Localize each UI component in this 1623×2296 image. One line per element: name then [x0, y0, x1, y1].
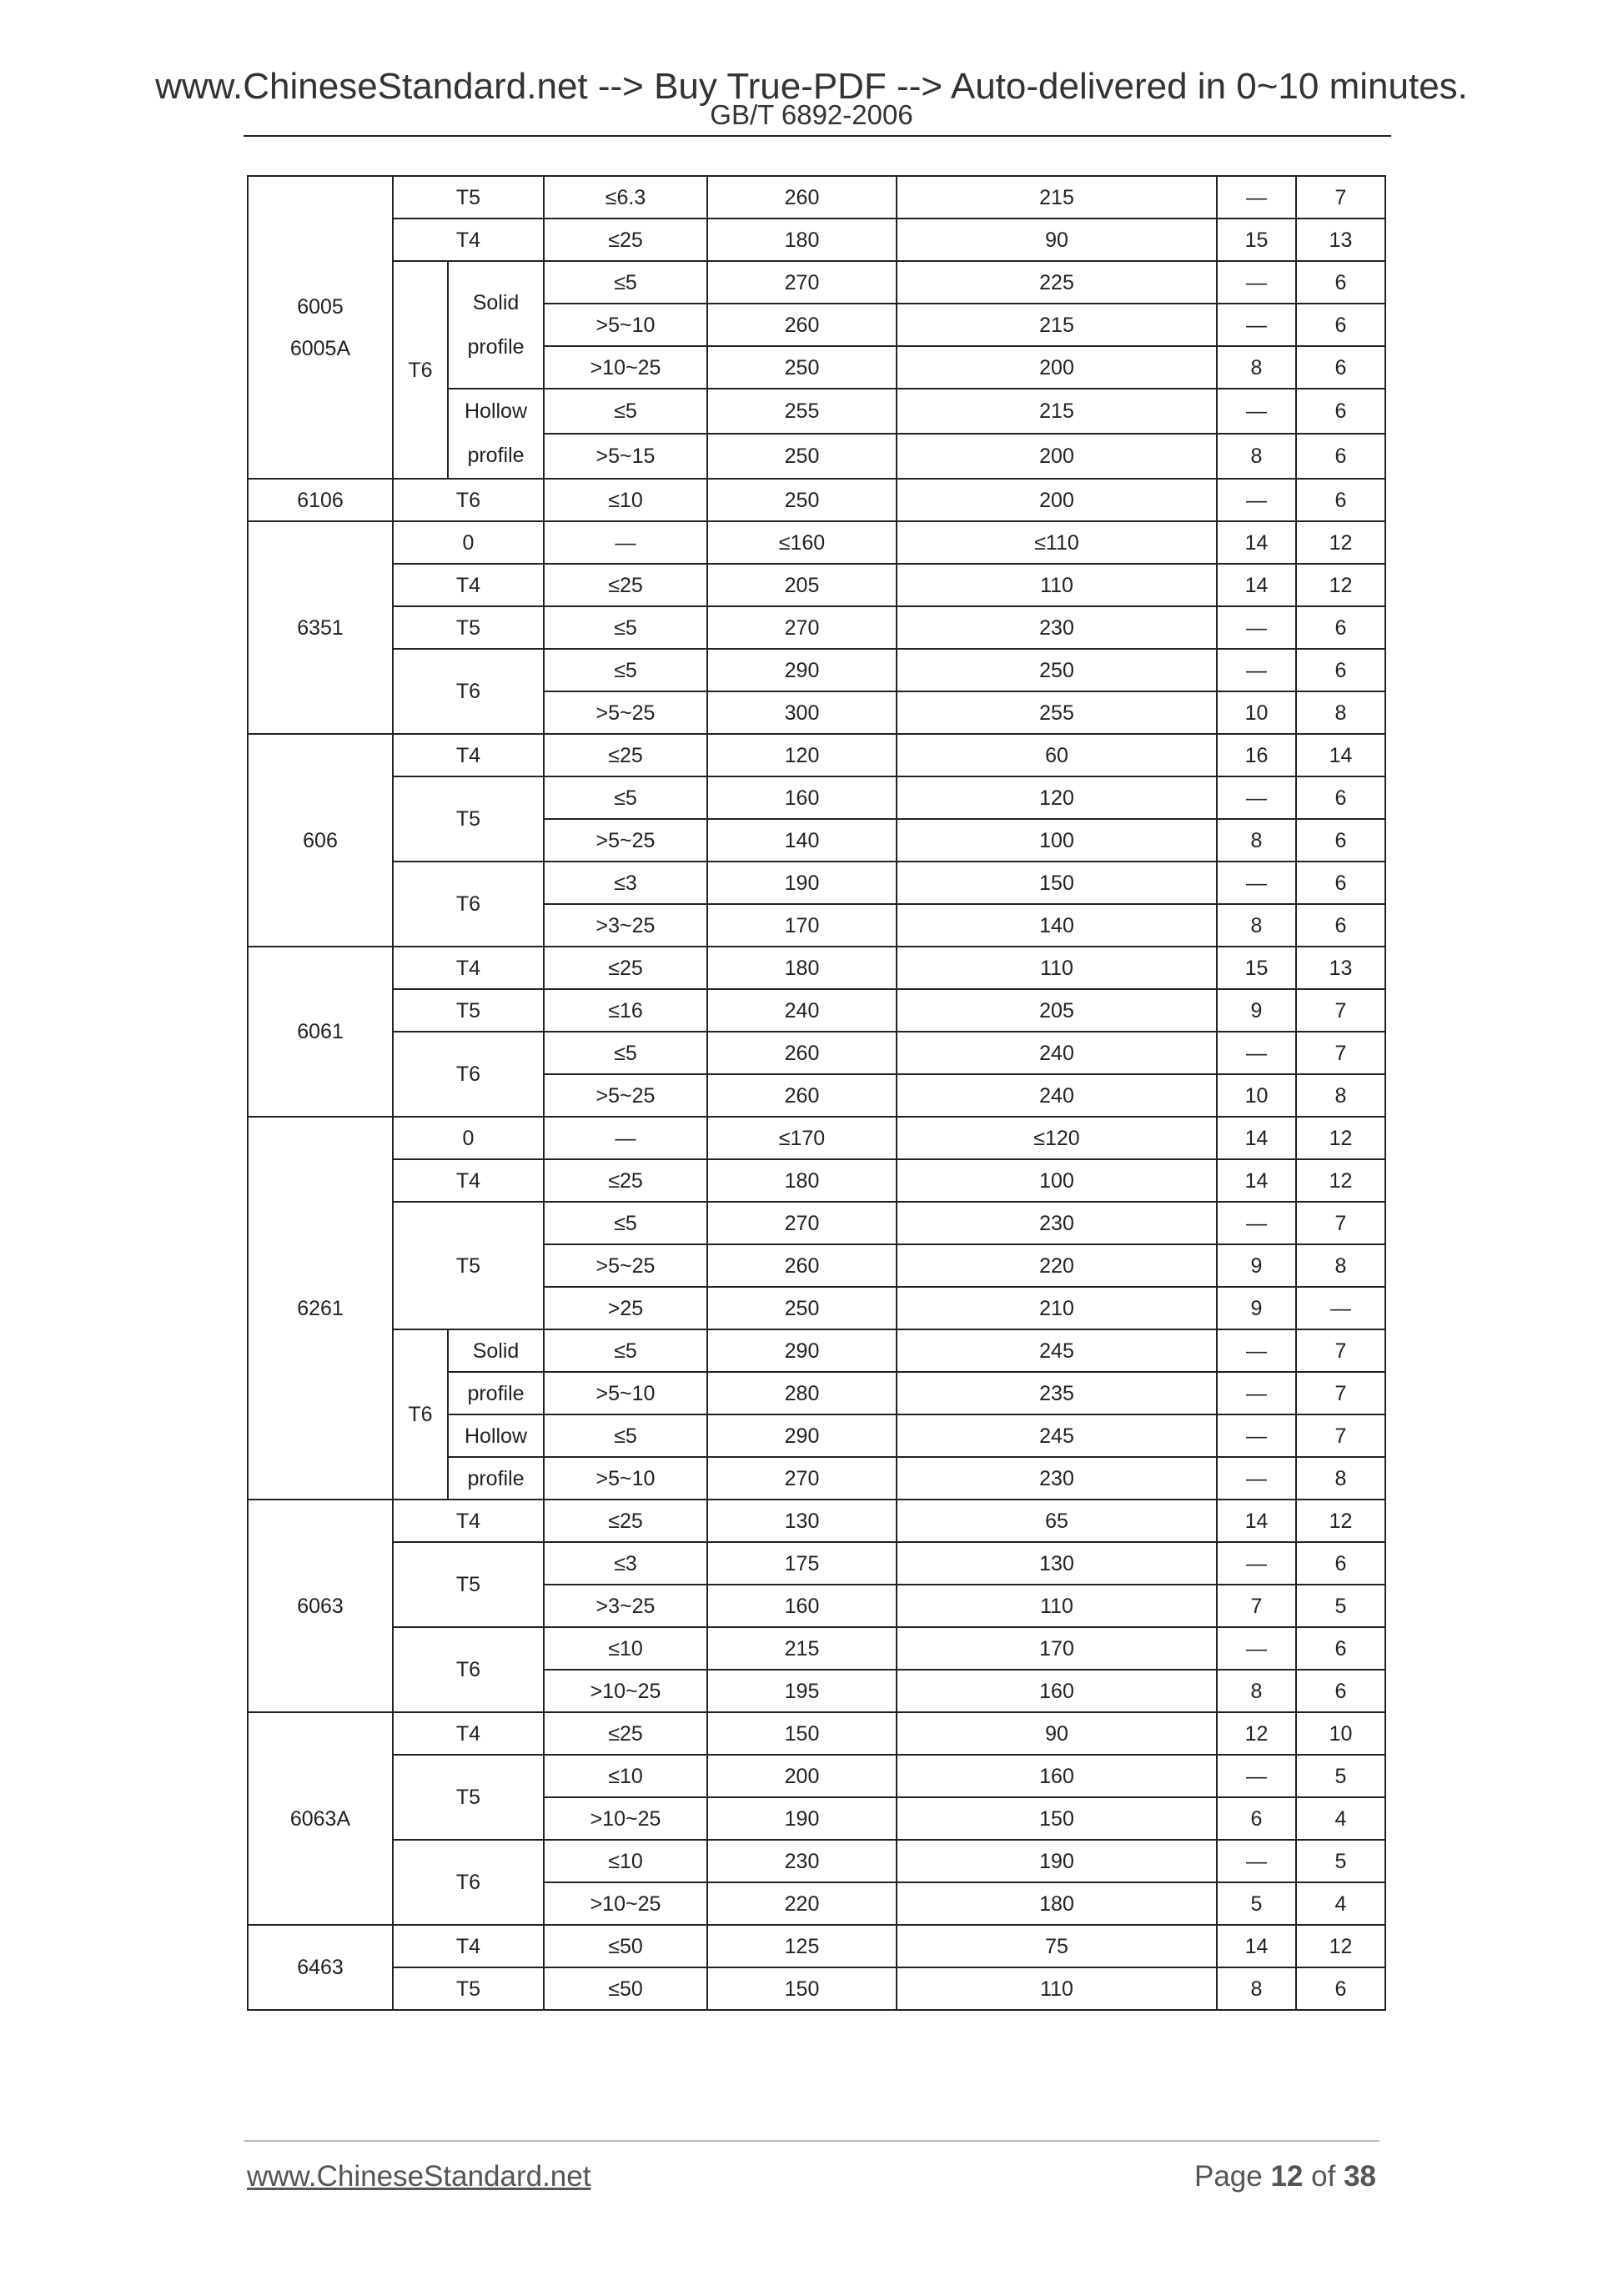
elongation-a50-cell: — [1217, 304, 1296, 346]
profile-type-label: profile [467, 444, 525, 467]
thickness-cell: ≤5 [544, 1032, 707, 1074]
tensile-cell: 260 [707, 1074, 897, 1117]
yield-cell: 245 [897, 1414, 1217, 1457]
standard-code: GB/T 6892-2006 [710, 99, 913, 130]
elongation-a-cell: 7 [1296, 1032, 1385, 1074]
thickness-cell: ≤5 [544, 776, 707, 819]
temper-cell: T6 [393, 1032, 544, 1117]
tensile-cell: 260 [707, 1032, 897, 1074]
thickness-cell: ≤25 [544, 1500, 707, 1542]
temper-cell: T5 [393, 1967, 544, 2010]
thickness-cell: >5~10 [544, 1372, 707, 1414]
elongation-a50-cell: 14 [1217, 1500, 1296, 1542]
elongation-a50-cell: 8 [1217, 1967, 1296, 2010]
yield-cell: 200 [897, 479, 1217, 521]
thickness-cell: ≤10 [544, 1755, 707, 1797]
elongation-a50-cell: — [1217, 1542, 1296, 1585]
elongation-a50-cell: 14 [1217, 521, 1296, 564]
table-row [248, 261, 1385, 304]
yield-cell: 225 [897, 261, 1217, 304]
tensile-cell: 160 [707, 1585, 897, 1627]
thickness-cell: ≤5 [544, 1202, 707, 1244]
elongation-a50-cell: 8 [1217, 434, 1296, 479]
temper-cell: T4 [393, 1712, 544, 1755]
tensile-cell: 240 [707, 989, 897, 1032]
temper-cell: T6 [393, 261, 448, 479]
yield-cell: 110 [897, 1967, 1217, 2010]
table-row [248, 1925, 1385, 1967]
yield-cell: 240 [897, 1074, 1217, 1117]
tensile-cell: 170 [707, 904, 897, 947]
thickness-cell: >5~25 [544, 1074, 707, 1117]
thickness-cell: >5~25 [544, 691, 707, 734]
yield-cell: 110 [897, 564, 1217, 606]
tensile-cell: 270 [707, 261, 897, 304]
elongation-a-cell: 12 [1296, 1159, 1385, 1202]
thickness-cell: ≤10 [544, 1840, 707, 1882]
tensile-cell: 175 [707, 1542, 897, 1585]
page-number: 12 [1270, 2160, 1304, 2193]
tensile-cell: 125 [707, 1925, 897, 1967]
table-row [248, 649, 1385, 691]
elongation-a-cell: 7 [1296, 1372, 1385, 1414]
yield-cell: 90 [897, 1712, 1217, 1755]
yield-cell: 240 [897, 1032, 1217, 1074]
yield-cell: 250 [897, 649, 1217, 691]
alloy-cell: 6063A [248, 1712, 393, 1925]
yield-cell: 215 [897, 304, 1217, 346]
elongation-a50-cell: — [1217, 606, 1296, 649]
thickness-cell: ≤25 [544, 219, 707, 261]
yield-cell: 65 [897, 1500, 1217, 1542]
profile-type-label: profile [467, 334, 525, 359]
temper-cell: T5 [393, 776, 544, 862]
elongation-a50-cell: 8 [1217, 819, 1296, 862]
table-row [248, 1755, 1385, 1797]
yield-cell: 220 [897, 1244, 1217, 1287]
footer-site-link[interactable]: www.ChineseStandard.net [247, 2160, 591, 2193]
elongation-a-cell: 12 [1296, 1500, 1385, 1542]
thickness-cell: ≤25 [544, 947, 707, 989]
elongation-a50-cell: 5 [1217, 1882, 1296, 1925]
tensile-cell: 290 [707, 649, 897, 691]
elongation-a-cell: 7 [1296, 1202, 1385, 1244]
yield-cell: 100 [897, 1159, 1217, 1202]
tensile-cell: 195 [707, 1670, 897, 1712]
temper-cell: T5 [393, 606, 544, 649]
temper-cell: T6 [393, 1329, 448, 1500]
thickness-cell: ≤5 [544, 389, 707, 434]
tensile-cell: 200 [707, 1755, 897, 1797]
elongation-a-cell: 6 [1296, 261, 1385, 304]
elongation-a-cell: 7 [1296, 176, 1385, 219]
tensile-cell: ≤160 [707, 521, 897, 564]
elongation-a-cell: 7 [1296, 1414, 1385, 1457]
thickness-cell: >5~15 [544, 434, 707, 479]
thickness-cell: ≤5 [544, 1414, 707, 1457]
elongation-a50-cell: 9 [1217, 1287, 1296, 1329]
elongation-a-cell: 12 [1296, 521, 1385, 564]
tensile-cell: 190 [707, 862, 897, 904]
thickness-cell: ≤25 [544, 564, 707, 606]
tensile-cell: 300 [707, 691, 897, 734]
table-row [248, 176, 1385, 219]
elongation-a50-cell: 14 [1217, 564, 1296, 606]
tensile-cell: 150 [707, 1967, 897, 2010]
thickness-cell: ≤25 [544, 734, 707, 776]
temper-cell: T6 [393, 1627, 544, 1712]
yield-cell: 215 [897, 176, 1217, 219]
elongation-a50-cell: 14 [1217, 1925, 1296, 1967]
tensile-cell: 180 [707, 947, 897, 989]
thickness-cell: ≤5 [544, 649, 707, 691]
elongation-a-cell: 4 [1296, 1797, 1385, 1840]
elongation-a-cell: 6 [1296, 304, 1385, 346]
elongation-a50-cell: 10 [1217, 691, 1296, 734]
elongation-a-cell: 7 [1296, 1329, 1385, 1372]
alloy-cell: 6351 [248, 521, 393, 734]
table-row [248, 1967, 1385, 2010]
tensile-cell: 120 [707, 734, 897, 776]
alloy-cell: 6063 [248, 1500, 393, 1712]
table-row [248, 1627, 1385, 1670]
elongation-a50-cell: — [1217, 389, 1296, 434]
tensile-cell: 130 [707, 1500, 897, 1542]
yield-cell: 120 [897, 776, 1217, 819]
elongation-a-cell: 6 [1296, 904, 1385, 947]
thickness-cell: ≤50 [544, 1967, 707, 2010]
thickness-cell: >5~10 [544, 304, 707, 346]
yield-cell: 110 [897, 1585, 1217, 1627]
tensile-cell: 180 [707, 219, 897, 261]
elongation-a-cell: 6 [1296, 389, 1385, 434]
yield-cell: 200 [897, 346, 1217, 389]
elongation-a-cell: 6 [1296, 606, 1385, 649]
thickness-cell: >3~25 [544, 1585, 707, 1627]
tensile-cell: 280 [707, 1372, 897, 1414]
thickness-cell: — [544, 1117, 707, 1159]
yield-cell: 215 [897, 389, 1217, 434]
thickness-cell: >5~25 [544, 819, 707, 862]
page-total: 38 [1344, 2160, 1376, 2193]
temper-cell: T6 [393, 649, 544, 734]
elongation-a50-cell: 14 [1217, 1117, 1296, 1159]
tensile-cell: 250 [707, 346, 897, 389]
elongation-a50-cell: — [1217, 1755, 1296, 1797]
thickness-cell: ≤5 [544, 606, 707, 649]
alloy-cell: 606 [248, 734, 393, 947]
elongation-a-cell: 6 [1296, 862, 1385, 904]
thickness-cell: ≤25 [544, 1159, 707, 1202]
elongation-a-cell: 8 [1296, 1457, 1385, 1500]
elongation-a50-cell: — [1217, 1372, 1296, 1414]
thickness-cell: ≤50 [544, 1925, 707, 1967]
temper-cell: T4 [393, 1159, 544, 1202]
tensile-cell: 290 [707, 1414, 897, 1457]
thickness-cell: >5~10 [544, 1457, 707, 1500]
elongation-a-cell: 6 [1296, 479, 1385, 521]
tensile-cell: 260 [707, 176, 897, 219]
thickness-cell: >10~25 [544, 1670, 707, 1712]
thickness-cell: >10~25 [544, 1882, 707, 1925]
table-row [248, 1032, 1385, 1074]
elongation-a50-cell: 9 [1217, 1244, 1296, 1287]
yield-cell: ≤110 [897, 521, 1217, 564]
temper-cell: 0 [393, 1117, 544, 1159]
yield-cell: 245 [897, 1329, 1217, 1372]
thickness-cell: ≤3 [544, 1542, 707, 1585]
elongation-a-cell: 6 [1296, 819, 1385, 862]
table-row [248, 1542, 1385, 1585]
elongation-a50-cell: — [1217, 1840, 1296, 1882]
tensile-cell: 160 [707, 776, 897, 819]
thickness-cell: ≤25 [544, 1712, 707, 1755]
profile-type-cell: profile [448, 1457, 544, 1500]
thickness-cell: >3~25 [544, 904, 707, 947]
header-divider [244, 135, 1391, 137]
elongation-a-cell: — [1296, 1287, 1385, 1329]
tensile-cell: 220 [707, 1882, 897, 1925]
elongation-a-cell: 8 [1296, 1074, 1385, 1117]
elongation-a-cell: 10 [1296, 1712, 1385, 1755]
yield-cell: 230 [897, 606, 1217, 649]
elongation-a50-cell: 8 [1217, 346, 1296, 389]
tensile-cell: 290 [707, 1329, 897, 1372]
elongation-a50-cell: 12 [1217, 1712, 1296, 1755]
temper-cell: T6 [393, 1840, 544, 1925]
page-indicator [1194, 2160, 1376, 2193]
temper-cell: T4 [393, 564, 544, 606]
elongation-a50-cell: — [1217, 1202, 1296, 1244]
temper-cell: T5 [393, 176, 544, 219]
profile-type-cell [448, 389, 544, 479]
tensile-cell: 230 [707, 1840, 897, 1882]
alloy-cell: 6061 [248, 947, 393, 1117]
alloy-cell: 6261 [248, 1117, 393, 1500]
temper-cell: T6 [393, 479, 544, 521]
table-row [248, 989, 1385, 1032]
tensile-cell: 205 [707, 564, 897, 606]
temper-cell: T4 [393, 1925, 544, 1967]
yield-cell: 190 [897, 1840, 1217, 1882]
elongation-a-cell: 6 [1296, 1542, 1385, 1585]
elongation-a50-cell: 15 [1217, 947, 1296, 989]
tensile-cell: 190 [707, 1797, 897, 1840]
elongation-a50-cell: 9 [1217, 989, 1296, 1032]
thickness-cell: ≤10 [544, 1627, 707, 1670]
profile-type-label: Hollow [464, 399, 528, 423]
elongation-a-cell: 12 [1296, 1117, 1385, 1159]
yield-cell: 230 [897, 1202, 1217, 1244]
table-row [248, 947, 1385, 989]
alloy-cell: 6106 [248, 479, 393, 521]
yield-cell: 100 [897, 819, 1217, 862]
elongation-a50-cell: — [1217, 1457, 1296, 1500]
profile-type-label: Solid [472, 290, 520, 314]
temper-cell: T4 [393, 1500, 544, 1542]
elongation-a-cell: 6 [1296, 1670, 1385, 1712]
profile-type-cell [448, 261, 544, 389]
yield-cell: 170 [897, 1627, 1217, 1670]
tensile-cell: 215 [707, 1627, 897, 1670]
elongation-a50-cell: — [1217, 1627, 1296, 1670]
temper-cell: T5 [393, 1755, 544, 1840]
temper-cell: T4 [393, 734, 544, 776]
alloy-label: 6005A [289, 336, 351, 360]
mechanical-properties-table [247, 175, 1386, 2011]
table-row [248, 1500, 1385, 1542]
elongation-a50-cell: — [1217, 1329, 1296, 1372]
table-row [248, 1117, 1385, 1159]
elongation-a-cell: 13 [1296, 947, 1385, 989]
tensile-cell: ≤170 [707, 1117, 897, 1159]
elongation-a50-cell: 10 [1217, 1074, 1296, 1117]
tensile-cell: 270 [707, 606, 897, 649]
profile-type-cell: Solid [448, 1329, 544, 1372]
page-prefix: Page [1193, 2160, 1263, 2193]
tensile-cell: 140 [707, 819, 897, 862]
elongation-a-cell: 13 [1296, 219, 1385, 261]
tensile-cell: 250 [707, 479, 897, 521]
table-row [248, 862, 1385, 904]
temper-cell: T4 [393, 219, 544, 261]
yield-cell: 200 [897, 434, 1217, 479]
elongation-a50-cell: — [1217, 1414, 1296, 1457]
alloy-label: 6005 [297, 294, 344, 319]
elongation-a-cell: 12 [1296, 1925, 1385, 1967]
elongation-a50-cell: 6 [1217, 1797, 1296, 1840]
thickness-cell: ≤5 [544, 261, 707, 304]
elongation-a50-cell: 16 [1217, 734, 1296, 776]
elongation-a-cell: 5 [1296, 1755, 1385, 1797]
yield-cell: 150 [897, 862, 1217, 904]
table-row [248, 734, 1385, 776]
tensile-cell: 260 [707, 304, 897, 346]
elongation-a50-cell: 8 [1217, 904, 1296, 947]
table-row [248, 1159, 1385, 1202]
table-row [248, 219, 1385, 261]
yield-cell: 130 [897, 1542, 1217, 1585]
yield-cell: 205 [897, 989, 1217, 1032]
yield-cell: 160 [897, 1755, 1217, 1797]
elongation-a-cell: 8 [1296, 1244, 1385, 1287]
yield-cell: 230 [897, 1457, 1217, 1500]
thickness-cell: ≤16 [544, 989, 707, 1032]
yield-cell: 180 [897, 1882, 1217, 1925]
thickness-cell: ≤3 [544, 862, 707, 904]
tensile-cell: 180 [707, 1159, 897, 1202]
temper-cell: T5 [393, 989, 544, 1032]
tensile-cell: 260 [707, 1244, 897, 1287]
elongation-a-cell: 5 [1296, 1840, 1385, 1882]
elongation-a50-cell: 15 [1217, 219, 1296, 261]
table-row [248, 521, 1385, 564]
yield-cell: 75 [897, 1925, 1217, 1967]
thickness-cell: >25 [544, 1287, 707, 1329]
table-row [248, 1202, 1385, 1244]
yield-cell: ≤120 [897, 1117, 1217, 1159]
yield-cell: 90 [897, 219, 1217, 261]
thickness-cell: >10~25 [544, 346, 707, 389]
yield-cell: 150 [897, 1797, 1217, 1840]
yield-cell: 235 [897, 1372, 1217, 1414]
yield-cell: 210 [897, 1287, 1217, 1329]
tensile-cell: 270 [707, 1457, 897, 1500]
table-row [248, 1329, 1385, 1372]
thickness-cell: >5~25 [544, 1244, 707, 1287]
elongation-a-cell: 8 [1296, 691, 1385, 734]
footer-divider [244, 2140, 1379, 2142]
thickness-cell: >10~25 [544, 1797, 707, 1840]
temper-cell: T6 [393, 862, 544, 947]
elongation-a-cell: 12 [1296, 564, 1385, 606]
yield-cell: 60 [897, 734, 1217, 776]
elongation-a-cell: 6 [1296, 776, 1385, 819]
alloy-cell [248, 176, 393, 479]
table-row [248, 479, 1385, 521]
temper-cell: T5 [393, 1202, 544, 1329]
elongation-a50-cell: 8 [1217, 1670, 1296, 1712]
thickness-cell: ≤6.3 [544, 176, 707, 219]
elongation-a50-cell: — [1217, 176, 1296, 219]
elongation-a50-cell: — [1217, 776, 1296, 819]
temper-cell: T4 [393, 947, 544, 989]
temper-cell: T5 [393, 1542, 544, 1627]
tensile-cell: 250 [707, 1287, 897, 1329]
thickness-cell: ≤10 [544, 479, 707, 521]
yield-cell: 160 [897, 1670, 1217, 1712]
elongation-a-cell: 6 [1296, 1627, 1385, 1670]
profile-type-cell: Hollow [448, 1414, 544, 1457]
tensile-cell: 270 [707, 1202, 897, 1244]
site-banner: www.ChineseStandard.net --> Buy True-PDF --> Auto-delivered in 0~10 minutes. [155, 66, 1468, 107]
thickness-cell: ≤5 [544, 1329, 707, 1372]
elongation-a-cell: 7 [1296, 989, 1385, 1032]
elongation-a-cell: 6 [1296, 649, 1385, 691]
page-of: of [1311, 2160, 1336, 2193]
profile-type-cell: profile [448, 1372, 544, 1414]
tensile-cell: 255 [707, 389, 897, 434]
elongation-a-cell: 6 [1296, 1967, 1385, 2010]
elongation-a50-cell: 14 [1217, 1159, 1296, 1202]
table-row [248, 1840, 1385, 1882]
yield-cell: 110 [897, 947, 1217, 989]
tensile-cell: 150 [707, 1712, 897, 1755]
table-row [248, 776, 1385, 819]
elongation-a50-cell: — [1217, 649, 1296, 691]
elongation-a-cell: 6 [1296, 434, 1385, 479]
thickness-cell: — [544, 521, 707, 564]
elongation-a50-cell: — [1217, 261, 1296, 304]
elongation-a-cell: 5 [1296, 1585, 1385, 1627]
elongation-a50-cell: — [1217, 1032, 1296, 1074]
elongation-a-cell: 14 [1296, 734, 1385, 776]
table-row [248, 606, 1385, 649]
elongation-a50-cell: — [1217, 862, 1296, 904]
yield-cell: 255 [897, 691, 1217, 734]
table-row [248, 564, 1385, 606]
alloy-cell: 6463 [248, 1925, 393, 2010]
elongation-a50-cell: 7 [1217, 1585, 1296, 1627]
temper-cell: 0 [393, 521, 544, 564]
elongation-a-cell: 4 [1296, 1882, 1385, 1925]
elongation-a-cell: 6 [1296, 346, 1385, 389]
elongation-a50-cell: — [1217, 479, 1296, 521]
yield-cell: 140 [897, 904, 1217, 947]
tensile-cell: 250 [707, 434, 897, 479]
table-row [248, 1712, 1385, 1755]
